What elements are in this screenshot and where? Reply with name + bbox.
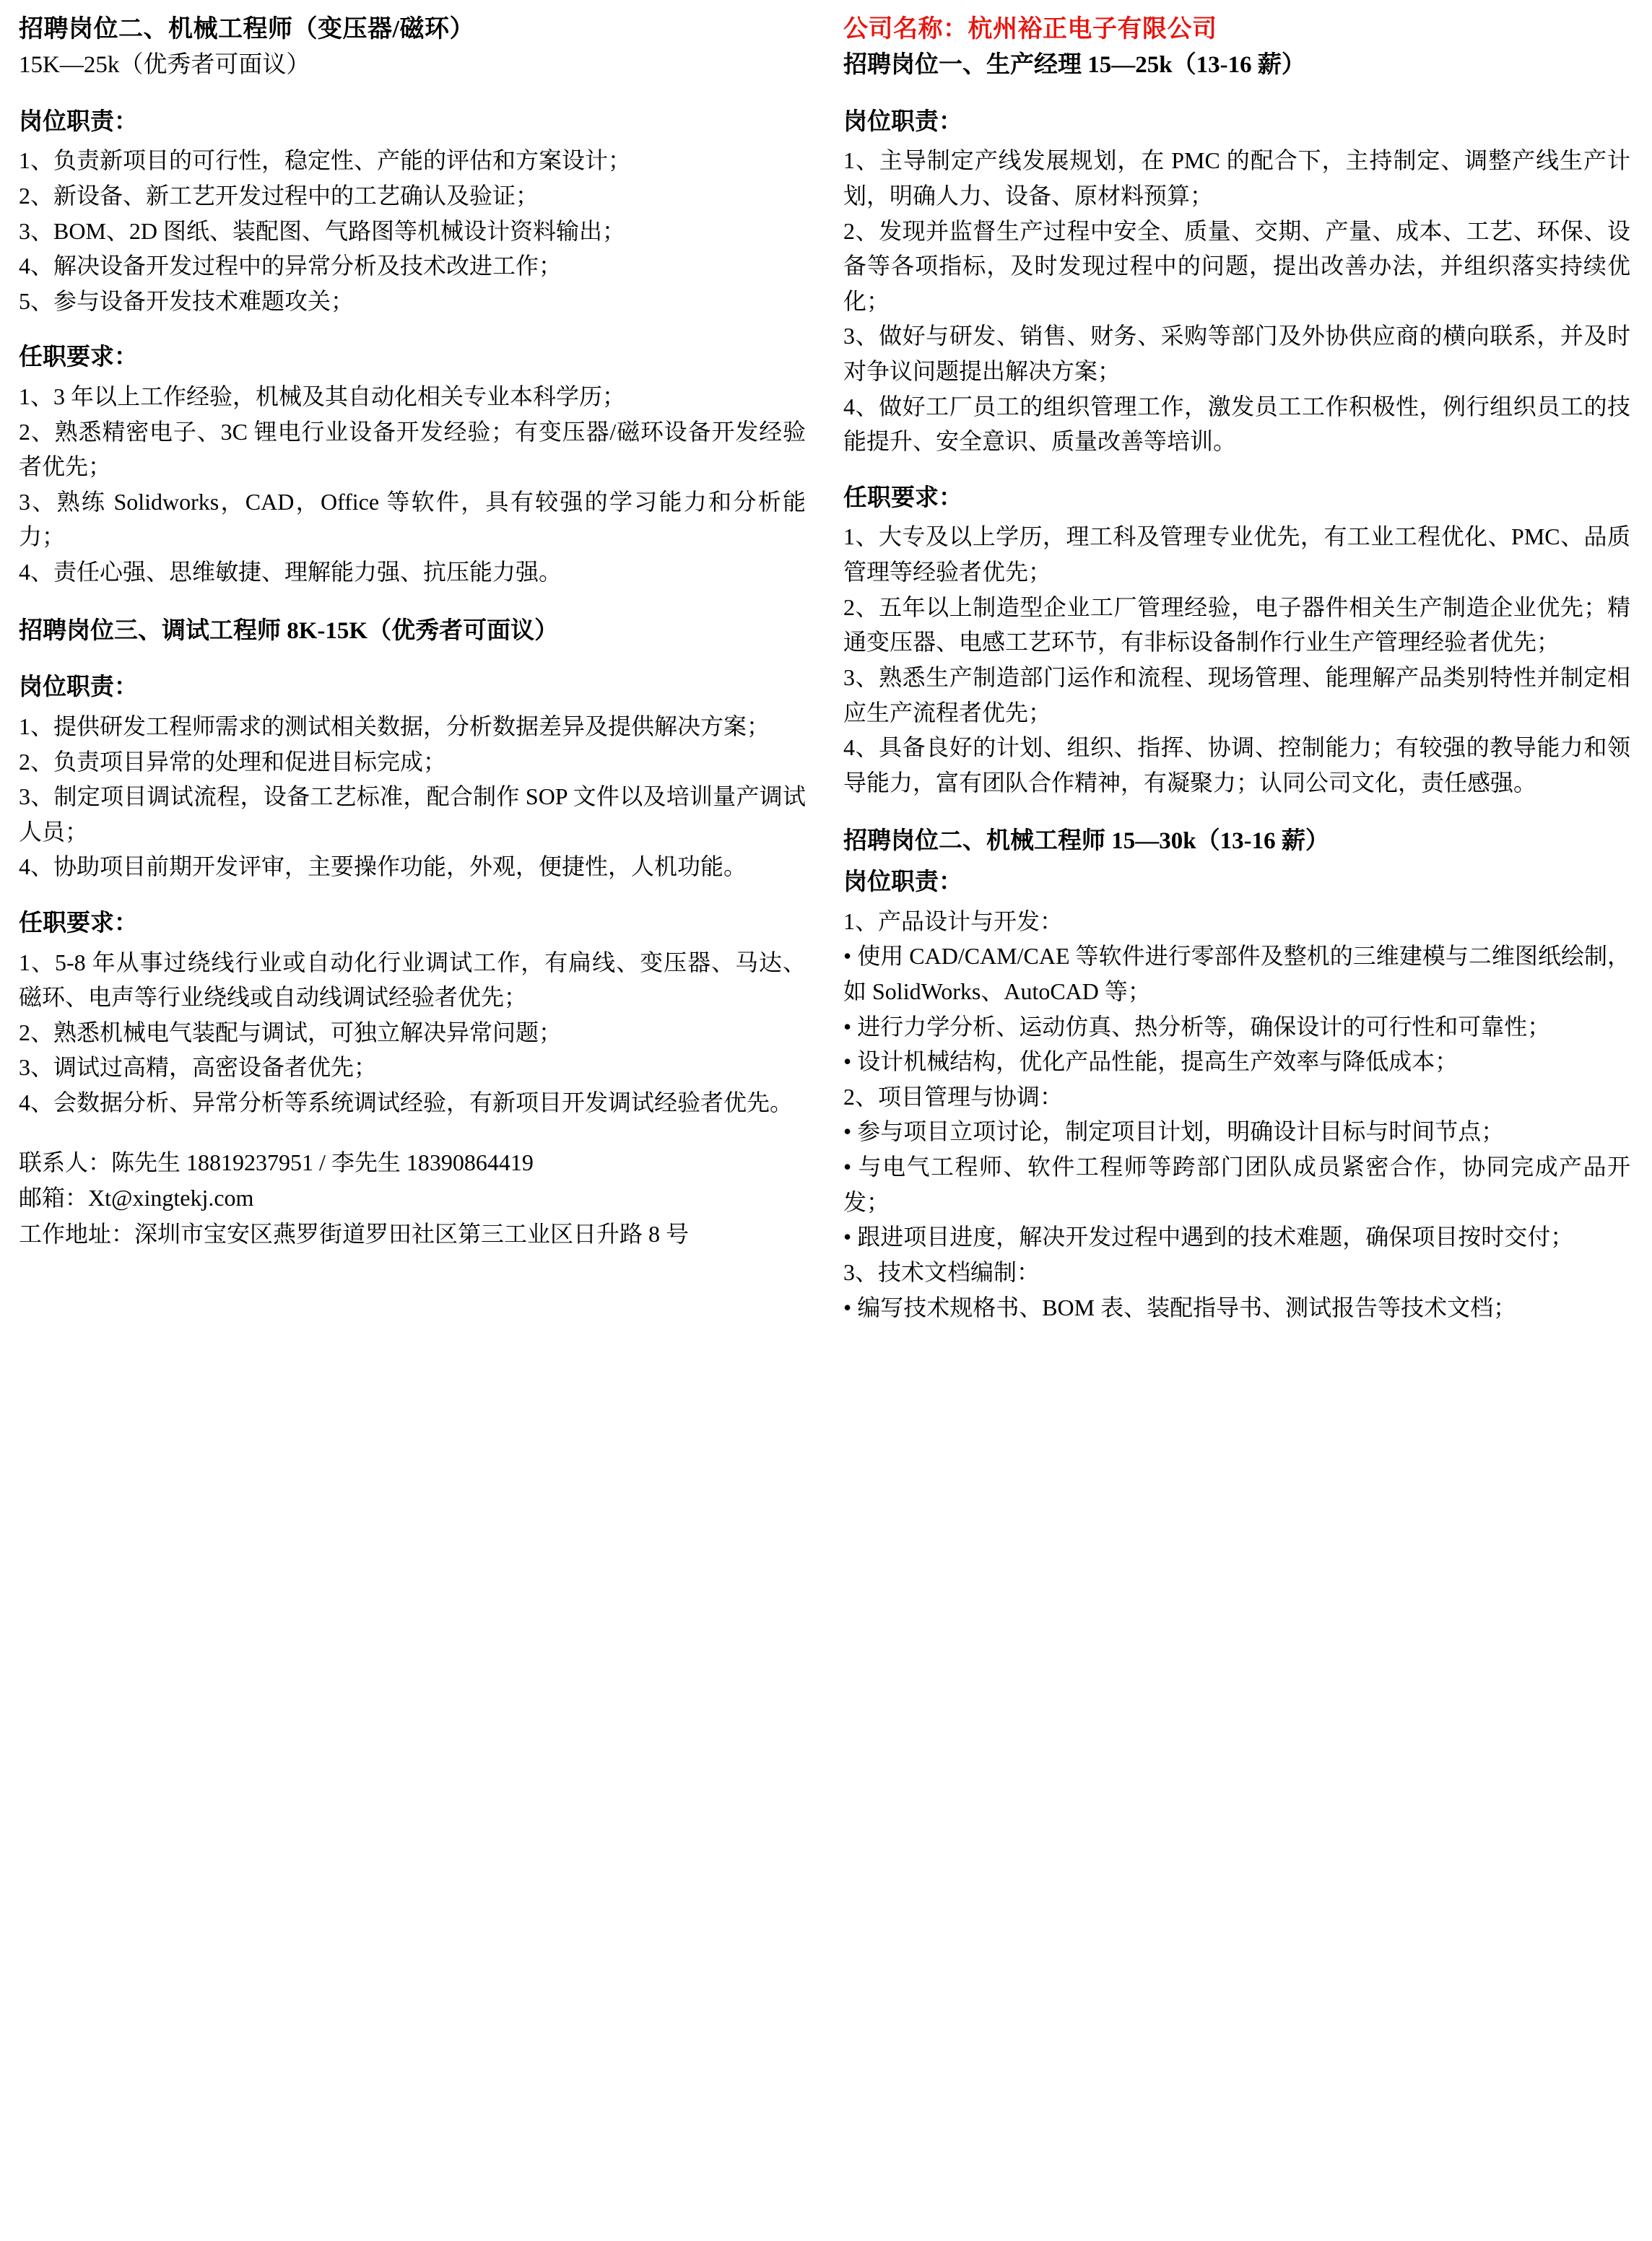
duty-item: 1、提供研发工程师需求的测试相关数据，分析数据差异及提供解决方案； [19, 713, 770, 739]
contact-person: 联系人：陈先生 18819237951 / 李先生 18390864419 [19, 1149, 534, 1175]
requirements-heading: 任职要求： [843, 484, 962, 511]
duty-item: • 编写技术规格书、BOM 表、装配指导书、测试报告等技术文档； [843, 1294, 1517, 1320]
duty-item: • 进行力学分析、运动仿真、热分析等，确保设计的可行性和可靠性； [843, 1013, 1551, 1040]
requirement-item: 4、会数据分析、异常分析等系统调试经验，有新项目开发调试经验者优先。 [19, 1089, 794, 1116]
requirements-heading: 任职要求： [19, 910, 138, 937]
requirement-item: 2、熟悉精密电子、3C 锂电行业设备开发经验；有变压器/磁环设备开发经验者优先； [19, 418, 806, 480]
company-label: 公司名称： [843, 16, 968, 43]
duties-heading: 岗位职责： [19, 108, 138, 135]
requirements-heading: 任职要求： [19, 344, 138, 371]
requirement-item: 2、五年以上制造型企业工厂管理经验，电子器件相关生产制造企业优先；精通变压器、电感工艺环节，有非标设备制作行业生产管理经验者优先； [843, 593, 1630, 656]
job-posting-two-right [843, 824, 1630, 1325]
duty-item: 5、参与设备开发技术难题攻关； [19, 287, 355, 314]
duty-item: 1、负责新项目的可行性，稳定性、产能的评估和方案设计； [19, 147, 632, 174]
work-address: 工作地址：深圳市宝安区燕罗街道罗田社区第三工业区日升路 8 号 [19, 1220, 690, 1247]
contact-block [19, 1145, 806, 1253]
duty-item: 1、主导制定产线发展规划，在 PMC 的配合下，主持制定、调整产线生产计划，明确人力、设备、原材料预算； [843, 147, 1630, 209]
duty-item: 2、发现并监督生产过程中安全、质量、交期、产量、成本、工艺、环保、设备等各项指标，及时发现过程中的问题，提出改善办法，并组织落实持续优化； [843, 217, 1630, 314]
duty-item: 2、项目管理与协调： [843, 1083, 1064, 1110]
contact-email: 邮箱：Xt@xingtekj.com [19, 1185, 254, 1211]
requirement-item: 4、责任心强、思维敏捷、理解能力强、抗压能力强。 [19, 559, 562, 585]
requirement-item: 1、3 年以上工作经验，机械及其自动化相关专业本科学历； [19, 383, 626, 409]
job-posting-three-left [19, 614, 806, 1120]
company-name-heading [843, 13, 1630, 47]
job-posting-one-right [843, 48, 1630, 800]
duty-item: 3、BOM、2D 图纸、装配图、气路图等机械设计资料输出； [19, 217, 626, 244]
duties-heading: 岗位职责： [843, 108, 962, 135]
right-column [843, 13, 1630, 1326]
requirement-item: 1、5-8 年从事过绕线行业或自动化行业调试工作，有扁线、变压器、马达、磁环、电声等行业绕线或自动线调试经验者优先； [19, 949, 806, 1011]
company-name: 杭州裕正电子有限公司 [968, 16, 1217, 43]
duty-item: • 参与项目立项讨论，制定项目计划，明确设计目标与时间节点； [843, 1118, 1505, 1145]
duty-item: • 与电气工程师、软件工程师等跨部门团队成员紧密合作，协同完成产品开发； [843, 1154, 1630, 1215]
duty-item: 4、做好工厂员工的组织管理工作，激发员工工作积极性，例行组织员工的技能提升、安全意识、质量改善等培训。 [843, 393, 1630, 455]
duties-heading: 岗位职责： [843, 869, 962, 896]
duty-item: 2、负责项目异常的处理和促进目标完成； [19, 748, 447, 775]
duty-item: • 使用 CAD/CAM/CAE 等软件进行零部件及整机的三维建模与二维图纸绘制，如 SolidWorks、AutoCAD 等； [843, 943, 1630, 1004]
job-title: 招聘岗位二、机械工程师（变压器/磁环） [19, 16, 474, 43]
job-title: 招聘岗位二、机械工程师 15—30k（13-16 薪） [843, 828, 1329, 855]
duty-item: 4、协助项目前期开发评审，主要操作功能，外观，便捷性，人机功能。 [19, 853, 747, 880]
requirement-item: 4、具备良好的计划、组织、指挥、协调、控制能力；有较强的教导能力和领导能力，富有团队合作精神，有凝聚力；认同公司文化，责任感强。 [843, 734, 1630, 796]
duty-item: 2、新设备、新工艺开发过程中的工艺确认及验证； [19, 182, 539, 209]
duty-item: 3、技术文档编制： [843, 1258, 1040, 1285]
job-posting-two-left [19, 13, 806, 590]
requirement-item: 3、熟练 Solidworks，CAD，Office 等软件，具有较强的学习能力和分析能力； [19, 488, 806, 550]
job-title: 招聘岗位一、生产经理 15—25k（13-16 薪） [843, 51, 1305, 78]
requirement-item: 1、大专及以上学历，理工科及管理专业优先，有工业工程优化、PMC、品质管理等经验者优先； [843, 523, 1630, 585]
duty-item: 3、制定项目调试流程，设备工艺标准，配合制作 SOP 文件以及培训量产调试人员； [19, 783, 806, 845]
requirement-item: 2、熟悉机械电气装配与调试，可独立解决异常问题； [19, 1019, 562, 1045]
duty-item: • 跟进项目进度，解决开发过程中遇到的技术难题，确保项目按时交付； [843, 1224, 1574, 1250]
duty-item: 4、解决设备开发过程中的异常分析及技术改进工作； [19, 253, 562, 279]
requirement-item: 3、熟悉生产制造部门运作和流程、现场管理、能理解产品类别特性并制定相应生产流程者优先； [843, 663, 1630, 726]
left-column [19, 13, 806, 1253]
duty-item: • 设计机械结构，优化产品性能，提高生产效率与降低成本； [843, 1048, 1458, 1075]
requirement-item: 3、调试过高精，高密设备者优先； [19, 1054, 378, 1081]
duties-heading: 岗位职责： [19, 674, 138, 701]
job-title: 招聘岗位三、调试工程师 8K-15K（优秀者可面议） [19, 617, 559, 644]
duty-item: 1、产品设计与开发： [843, 908, 1064, 934]
job-salary: 15K—25k（优秀者可面议） [19, 51, 310, 78]
duty-item: 3、做好与研发、销售、财务、采购等部门及外协供应商的横向联系，并及时对争议问题提出解决方案； [843, 323, 1630, 384]
